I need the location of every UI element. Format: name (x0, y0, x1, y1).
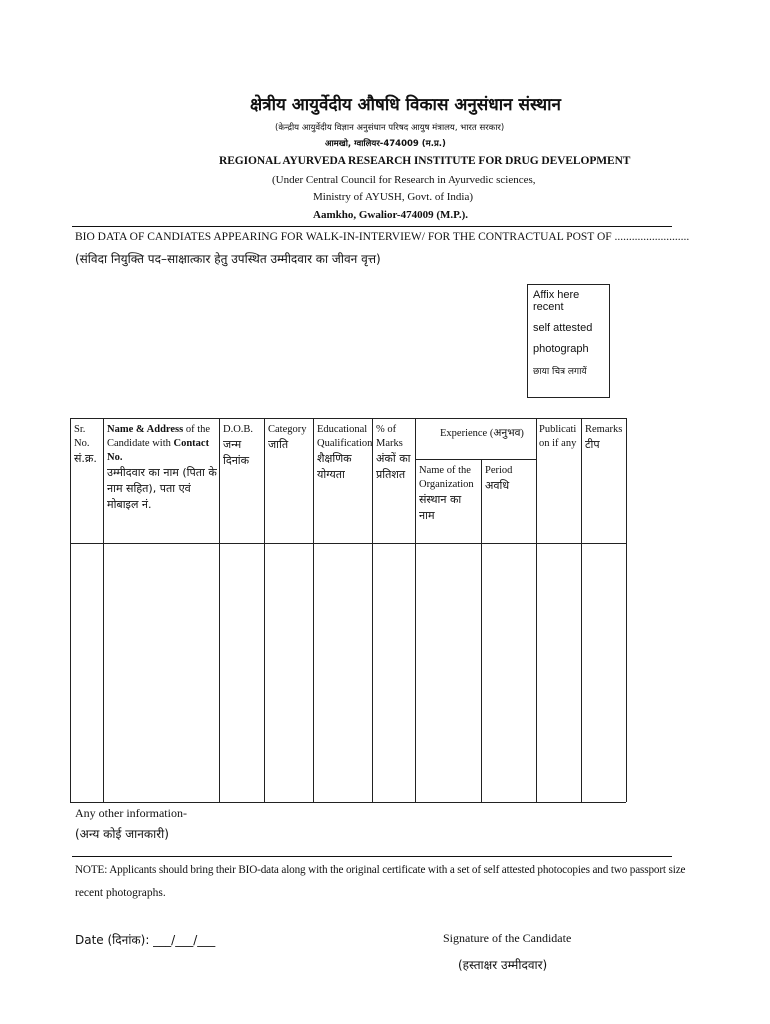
col-header-period: Period अवधि (485, 465, 513, 492)
experience-divider (415, 459, 536, 460)
table-col-line (536, 418, 537, 802)
table-col-line (626, 418, 627, 802)
note-divider (72, 856, 672, 857)
col-header-marks: % of Marks अंकों का प्रतिशत (376, 424, 411, 481)
signature-label-hindi: (हस्ताक्षर उम्मीदवार) (458, 958, 548, 972)
table-col-line (581, 418, 582, 802)
hindi-subtitle: (केन्द्रीय आयुर्वेदीय विज्ञान अनुसंधान परिषद आयुष मंत्रालय, भारत सरकार) (275, 123, 505, 133)
photo-box (527, 284, 610, 398)
english-subtitle-line2: Ministry of AYUSH, Govt. of India) (313, 191, 474, 203)
hindi-institute-title: क्षेत्रीय आयुर्वेदीय औषधि विकास अनुसंधान संस्थान (250, 95, 561, 115)
col-header-experience: Experience (अनुभव) (440, 428, 524, 439)
table-col-line (313, 418, 314, 802)
col-header-category: Category जाति (268, 424, 307, 451)
photo-box-line1: Affix here recent (533, 289, 580, 313)
table-header-bottom (70, 543, 626, 544)
col-header-name-address: Name & Address of the Candidate with Contact No. उम्मीदवार का नाम (पिता के नाम सहित), पता एवं मोबाइल नं. (107, 424, 217, 511)
table-bottom-border (70, 802, 626, 803)
english-subtitle-line1: (Under Central Council for Research in Ayurvedic sciences, (272, 174, 536, 186)
table-col-line (415, 418, 416, 802)
col-header-education: Educational Qualification शैक्षणिक योग्यता (317, 424, 373, 481)
table-col-line (70, 418, 71, 802)
english-institute-title: REGIONAL AYURVEDA RESEARCH INSTITUTE FOR DRUG DEVELOPMENT (219, 155, 631, 167)
col-header-sr: Sr. No. सं.क्र. (74, 424, 97, 465)
signature-label: Signature of the Candidate (443, 931, 572, 945)
hindi-address: आमखो, ग्वालियर-474009 (म.प्र.) (325, 139, 446, 149)
bio-data-heading-hindi: (संविदा नियुक्ति पद–साक्षात्कार हेतु उपस्थित उम्मीदवार का जीवन वृत्त) (75, 252, 381, 266)
header-divider (72, 226, 672, 227)
col-header-organization: Name of the Organization संस्थान का नाम (419, 465, 474, 522)
col-header-dob: D.O.B. जन्म दिनांक (223, 424, 254, 467)
photo-box-line2: self attested (533, 322, 593, 334)
table-col-line (264, 418, 265, 802)
table-col-line (219, 418, 220, 802)
table-col-line (372, 418, 373, 802)
table-col-line (481, 459, 482, 802)
photo-box-hindi: छाया चित्र लगायें (533, 367, 587, 377)
other-information-label: Any other information- (75, 806, 187, 820)
col-header-publication: Publication if any (539, 424, 577, 449)
note-line2: recent photographs. (75, 887, 166, 899)
note-line1: NOTE: Applicants should bring their BIO-data along with the original certificate with a set of self attested photocopies and two passport size (75, 864, 686, 876)
photo-box-line3: photograph (533, 343, 589, 355)
table-top-border (70, 418, 626, 419)
table-col-line (103, 418, 104, 802)
english-address: Aamkho, Gwalior-474009 (M.P.). (313, 209, 469, 221)
bio-data-heading: BIO DATA OF CANDIATES APPEARING FOR WALK-IN-INTERVIEW/ FOR THE CONTRACTUAL POST OF .......................... (75, 231, 690, 243)
other-information-hindi: (अन्य कोई जानकारी) (75, 827, 169, 841)
date-label: Date (दिनांक): ___/___/___ (75, 933, 216, 947)
col-header-remarks: Remarks टीप (585, 424, 623, 451)
